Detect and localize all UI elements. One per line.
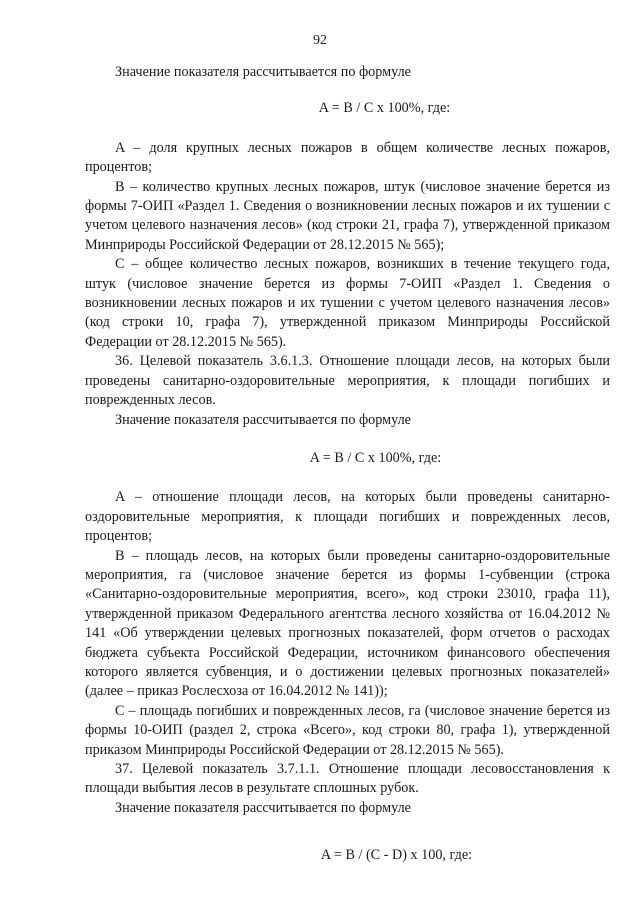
page-number: 92 xyxy=(313,33,327,48)
formula-intro: Значение показателя рассчитывается по формуле xyxy=(115,64,411,80)
definition-paragraph: B – площадь лесов, на которых были проведены санитарно-оздоровительные мероприятия, га (числовое значение берется из формы 1-субвенции (строка «Санитарно-оздоровительные мероприятия, всего», код строки 23010, графа 11), утвержденной приказом Федерального агентства лесного хозяйства от 16.04.2012 № 141 «Об утверждении целевых прогнозных показателей, форм отчетов о расходах бюджета субъекта Российской Федерации, источником финансового обеспечения которого является субвенция, и о достижении целевых прогнозных показателей» (далее – приказ Рослесхоза от 16.04.2012 № 141)); xyxy=(85,547,610,700)
document-body xyxy=(85,63,610,866)
formula-intro: Значение показателя рассчитывается по формуле xyxy=(115,799,411,816)
definition-paragraph: C – площадь погибших и поврежденных лесов, га (числовое значение берется из формы 10-ОИП (раздел 2, строка «Всего», код строки 80, графа 1), утвержденной приказом Минприроды Российской Федерации от 28.12.2015 № 565). xyxy=(85,702,610,758)
formula: A = B / C x 100%, где: xyxy=(318,100,451,117)
definition-paragraph: A – доля крупных лесных пожаров в общем количестве лесных пожаров, процентов; xyxy=(85,139,610,176)
indicator-paragraph: 37. Целевой показатель 3.7.1.1. Отношение площади лесовосстановления к площади выбытия лесов в результате сплошных рубок. xyxy=(85,761,610,797)
indicator-paragraph: 36. Целевой показатель 3.6.1.3. Отношение площади лесов, на которых были проведены санитарно-оздоровительные мероприятия, к площади погибших и поврежденных лесов. xyxy=(85,353,610,409)
definition-paragraph: B – количество крупных лесных пожаров, штук (числовое значение берется из формы 7-ОИП «Раздел 1. Сведения о возникновении лесных пожаров и их тушении с учетом целевого назначения лесов» (код строки 21, графа 7), утвержденной приказом Минприроды Российской Федерации от 28.12.2015 № 565); xyxy=(85,178,610,253)
formula: A = B / C x 100%, где: xyxy=(309,449,442,466)
formula: A = B / (C - D) x 100, где: xyxy=(320,847,473,864)
formula-intro: Значение показателя рассчитывается по формуле xyxy=(115,411,411,428)
definition-paragraph: C – общее количество лесных пожаров, возникших в течение текущего года, штук (числовое значение берется из формы 7-ОИП «Раздел 1. Сведения о возникновении лесных пожаров и их тушении с учетом целевого назначения лесов» (код строки 10, графа 7), утвержденной приказом Минприроды Российской Федерации от 28.12.2015 № 565). xyxy=(85,256,610,350)
definition-paragraph: A – отношение площади лесов, на которых были проведены санитарно-оздоровительные мероприятия, к площади погибших и поврежденных лесов, процентов; xyxy=(85,489,610,545)
